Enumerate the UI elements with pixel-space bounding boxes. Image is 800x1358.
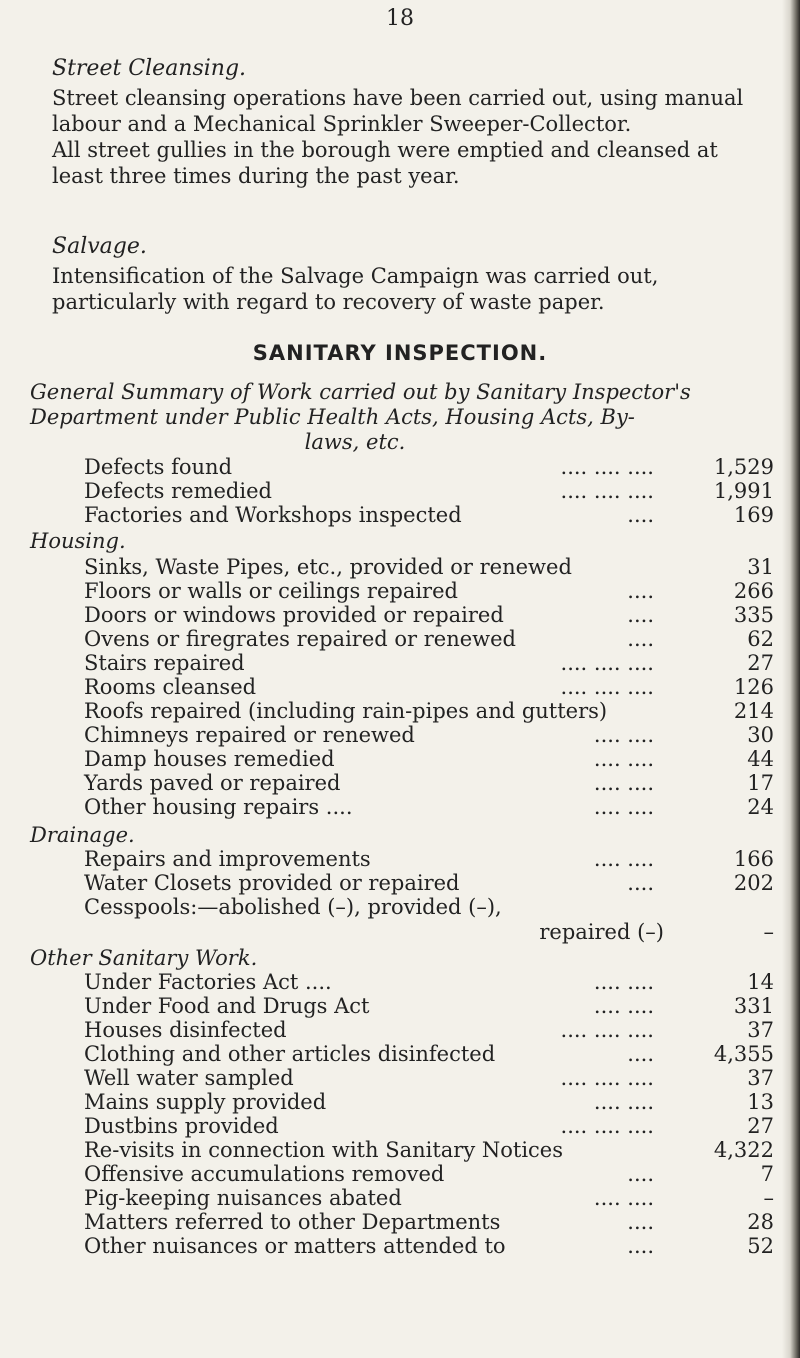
leader-dots: .... .... .... [560, 1066, 654, 1090]
leader-dots: .... .... .... [560, 479, 654, 503]
leader-dots: .... .... [593, 771, 654, 795]
sanitary-inspection-title: SANITARY INSPECTION. [252, 341, 548, 365]
table-row [58, 795, 774, 819]
summary-line2: Department under Public Health Acts, Housing Acts, By- [30, 405, 635, 429]
row-value: 30 [747, 723, 774, 747]
leader-dots: .... [627, 871, 654, 895]
general-list [58, 455, 774, 527]
summary-heading [30, 380, 790, 455]
salvage-para: Intensification of the Salvage Campaign was carried out, particularly with regard to recovery of waste paper. [52, 264, 659, 314]
row-value: 4,322 [713, 1138, 774, 1162]
row-value: 169 [733, 503, 774, 527]
table-row [58, 1066, 774, 1090]
row-label: Stairs repaired [84, 651, 245, 675]
leader-dots: .... .... [593, 994, 654, 1018]
leader-dots: .... [627, 1210, 654, 1234]
leader-dots: .... .... [593, 723, 654, 747]
table-row [58, 1138, 774, 1162]
row-value: – [763, 1186, 774, 1210]
leader-dots: .... .... .... [560, 1018, 654, 1042]
leader-dots: .... .... [593, 1186, 654, 1210]
leader-dots: .... [627, 1234, 654, 1258]
table-row [58, 1234, 774, 1258]
leader-dots: .... [627, 1162, 654, 1186]
salvage-title: Salvage. [52, 234, 147, 259]
row-value: 37 [747, 1066, 774, 1090]
row-value: 24 [747, 795, 774, 819]
leader-dots: .... .... [593, 1090, 654, 1114]
cesspool-value: – [763, 920, 774, 944]
salvage-section [52, 234, 774, 315]
row-value: 28 [747, 1210, 774, 1234]
row-value: 126 [733, 675, 774, 699]
housing-title: Housing. [30, 529, 126, 553]
table-row [58, 699, 774, 723]
row-value: 1,529 [713, 455, 774, 479]
row-value: 202 [733, 871, 774, 895]
row-value: 17 [747, 771, 774, 795]
row-label: Doors or windows provided or repaired [84, 603, 504, 627]
row-label: Yards paved or repaired [84, 771, 341, 795]
table-row [58, 1186, 774, 1210]
row-value: 335 [733, 603, 774, 627]
cesspool-continuation [58, 920, 774, 944]
row-value: 62 [747, 627, 774, 651]
row-label: Chimneys repaired or renewed [84, 723, 415, 747]
row-label: Houses disinfected [84, 1018, 287, 1042]
summary-line1: General Summary of Work carried out by Sanitary Inspector's [30, 380, 691, 404]
table-row [58, 847, 774, 871]
row-value: 27 [747, 1114, 774, 1138]
row-label: Clothing and other articles disinfected [84, 1042, 496, 1066]
housing-list [58, 555, 774, 819]
row-label: Other nuisances or matters attended to [84, 1234, 506, 1258]
row-label: Ovens or firegrates repaired or renewed [84, 627, 516, 651]
row-label: Repairs and improvements [84, 847, 371, 871]
row-value: 214 [733, 699, 774, 723]
row-value: 14 [747, 970, 774, 994]
table-row [58, 994, 774, 1018]
row-value: 1,991 [713, 479, 774, 503]
row-value: 44 [747, 747, 774, 771]
row-label: Under Factories Act .... [84, 970, 332, 994]
row-value: 7 [760, 1162, 774, 1186]
table-row [58, 970, 774, 994]
leader-dots: .... .... [593, 970, 654, 994]
table-row [58, 555, 774, 579]
leader-dots: .... .... [593, 795, 654, 819]
leader-dots: .... .... [593, 747, 654, 771]
table-row [58, 871, 774, 895]
table-row [58, 1018, 774, 1042]
row-label: Well water sampled [84, 1066, 294, 1090]
leader-dots: .... .... .... [560, 1114, 654, 1138]
row-label: Pig-keeping nuisances abated [84, 1186, 402, 1210]
table-row [58, 603, 774, 627]
street-cleansing-title: Street Cleansing. [52, 56, 247, 81]
row-label: Offensive accumulations removed [84, 1162, 445, 1186]
leader-dots: .... [627, 503, 654, 527]
table-row [58, 1042, 774, 1066]
table-row [58, 1210, 774, 1234]
table-row [58, 895, 774, 919]
table-row [58, 1090, 774, 1114]
table-row [58, 651, 774, 675]
row-label: Damp houses remedied [84, 747, 335, 771]
row-value: 37 [747, 1018, 774, 1042]
summary-line3: laws, etc. [304, 430, 406, 454]
row-label: Under Food and Drugs Act [84, 994, 370, 1018]
row-label: Cesspools:—abolished (–), provided (–), [84, 895, 502, 919]
table-row [58, 479, 774, 503]
row-label: Defects found [84, 455, 233, 479]
cesspool-repaired-label: repaired (–) [539, 920, 664, 944]
leader-dots: .... [627, 579, 654, 603]
row-value: 13 [747, 1090, 774, 1114]
table-row [58, 503, 774, 527]
page-number: 18 [386, 6, 414, 31]
leader-dots: .... [627, 1042, 654, 1066]
table-row [58, 1114, 774, 1138]
table-row [58, 747, 774, 771]
row-label: Floors or walls or ceilings repaired [84, 579, 458, 603]
row-label: Mains supply provided [84, 1090, 327, 1114]
row-label: Dustbins provided [84, 1114, 279, 1138]
table-row [58, 1162, 774, 1186]
row-label: Water Closets provided or repaired [84, 871, 460, 895]
table-row [58, 771, 774, 795]
drainage-title: Drainage. [30, 823, 135, 847]
row-label: Roofs repaired (including rain-pipes and gutters) [84, 699, 608, 723]
table-row [58, 455, 774, 479]
row-label: Rooms cleansed [84, 675, 257, 699]
row-value: 331 [733, 994, 774, 1018]
leader-dots: .... .... [593, 847, 654, 871]
leader-dots: .... .... .... [560, 675, 654, 699]
table-row [58, 675, 774, 699]
row-value: 266 [733, 579, 774, 603]
row-value: 27 [747, 651, 774, 675]
leader-dots: .... .... .... [560, 651, 654, 675]
street-cleansing-para2: All street gullies in the borough were emptied and cleansed at least three times during the past year. [52, 138, 718, 188]
row-value: 52 [747, 1234, 774, 1258]
row-label: Other housing repairs .... [84, 795, 353, 819]
row-label: Factories and Workshops inspected [84, 503, 462, 527]
other-sanitary-title: Other Sanitary Work. [30, 946, 258, 970]
row-label: Defects remedied [84, 479, 272, 503]
page-binding-edge [782, 0, 800, 1358]
leader-dots: .... [627, 603, 654, 627]
table-row [58, 579, 774, 603]
leader-dots: .... .... .... [560, 455, 654, 479]
row-value: 31 [747, 555, 774, 579]
row-label: Sinks, Waste Pipes, etc., provided or renewed [84, 555, 572, 579]
table-row [58, 723, 774, 747]
leader-dots: .... [627, 627, 654, 651]
row-label: Matters referred to other Departments [84, 1210, 501, 1234]
drainage-list [58, 847, 774, 919]
other-sanitary-list [58, 970, 774, 1258]
street-cleansing-para1: Street cleansing operations have been carried out, using manual labour and a Mechanical Sprinkler Sweeper-Collector. [52, 86, 744, 136]
table-row [58, 627, 774, 651]
row-value: 166 [733, 847, 774, 871]
row-label: Re-visits in connection with Sanitary Notices [84, 1138, 564, 1162]
street-cleansing-section [52, 56, 774, 189]
row-value: 4,355 [713, 1042, 774, 1066]
